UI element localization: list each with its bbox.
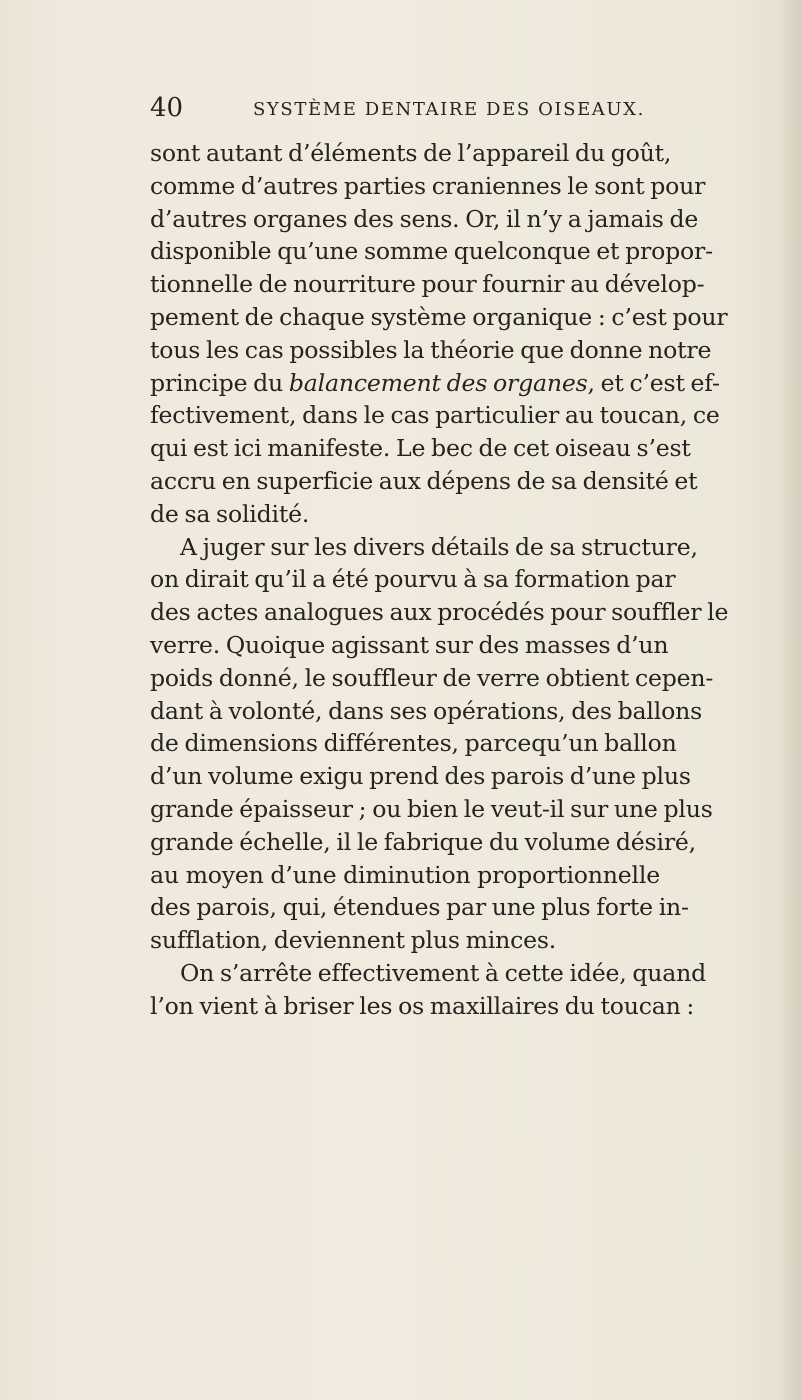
text-line: accru en superficie aux dépens de sa densité et: [150, 466, 698, 495]
text-line: fectivement, dans le cas particulier au toucan, ce: [150, 401, 720, 430]
text-line: de dimensions différentes, parcequ’un ballon: [150, 729, 677, 758]
text-line: pement de chaque système organique : c’est pour: [150, 302, 728, 331]
text-line: qui est ici manifeste. Le bec de cet oiseau s’est: [150, 434, 691, 463]
page-number: 40: [150, 93, 184, 123]
page-final-line: l’on vient à briser les os maxillaires du toucan :: [150, 991, 695, 1020]
text-line-with-italic: [150, 367, 720, 400]
text-line: verre. Quoique agissant sur des masses d’un: [150, 630, 669, 659]
text-line: poids donné, le souffleur de verre obtient cepen-: [150, 663, 714, 692]
paragraph-start-line: On s’arrête effectivement à cette idée, quand: [180, 958, 707, 987]
text-line: d’un volume exigu prend des parois d’une plus: [150, 762, 691, 791]
line-end: , et c’est ef-: [587, 368, 720, 397]
page-header: [150, 92, 670, 128]
text-line: des parois, qui, étendues par une plus forte in-: [150, 893, 689, 922]
text-line: d’autres organes des sens. Or, il n’y a jamais de: [150, 204, 699, 233]
paragraph-end-line: de sa solidité.: [150, 499, 310, 528]
text-line: tionnelle de nourriture pour fournir au dévelop-: [150, 270, 705, 299]
text-line: comme d’autres parties craniennes le sont pour: [150, 171, 706, 200]
paragraph-start-line: A juger sur les divers détails de sa structure,: [180, 532, 698, 561]
text-line: disponible qu’une somme quelconque et propor-: [150, 237, 713, 266]
text-line: grande épaisseur ; ou bien le veut-il sur une plus: [150, 794, 713, 823]
text-line: sont autant d’éléments de l’appareil du goût,: [150, 139, 672, 167]
page-edge-shadow: [779, 0, 801, 1400]
running-title: SYSTÈME DENTAIRE DES OISEAUX.: [253, 99, 645, 120]
text-line: on dirait qu’il a été pourvu à sa formation par: [150, 565, 676, 594]
paragraph-end-line: sufflation, deviennent plus minces.: [150, 926, 557, 955]
italic-term: balancement des organes: [288, 368, 588, 397]
body-text: [150, 137, 729, 1023]
line-start: principe du: [150, 368, 289, 397]
text-line: des actes analogues aux procédés pour souffler le: [150, 598, 729, 627]
text-line: grande échelle, il le fabrique du volume désiré,: [150, 827, 696, 856]
text-line: tous les cas possibles la théorie que donne notre: [150, 335, 712, 364]
text-line: dant à volonté, dans ses opérations, des ballons: [150, 696, 702, 725]
text-line: au moyen d’une diminution proportionnelle: [150, 860, 660, 889]
